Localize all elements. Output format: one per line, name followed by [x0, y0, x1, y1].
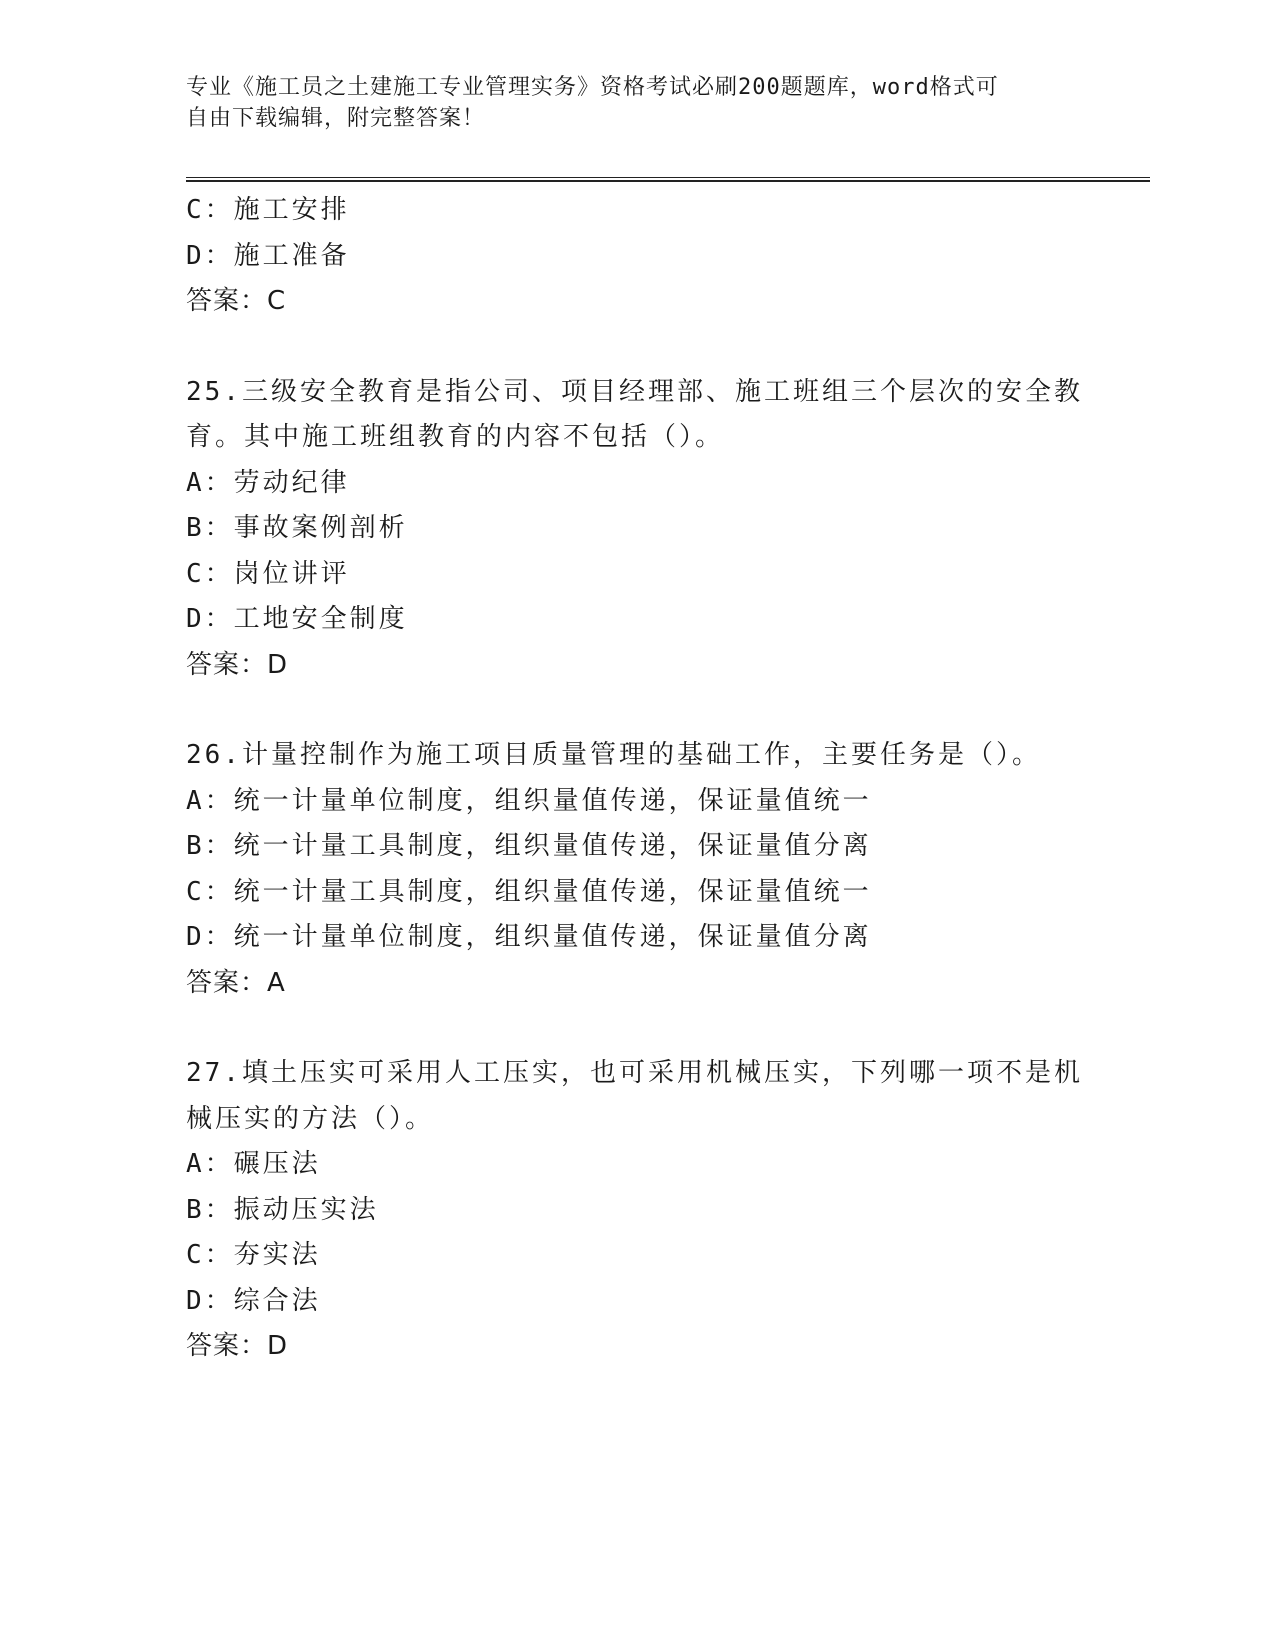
previous-question-block [186, 188, 1086, 325]
option-d: D：工地安全制度 [186, 604, 408, 634]
question-25 [186, 370, 1086, 689]
answer-line: 答案：A [186, 967, 286, 998]
question-stem: 27.填土压实可采用人工压实，也可采用机械压实，下列哪一项不是机 [186, 1058, 1083, 1088]
option-c: C：岗位讲评 [186, 558, 350, 589]
spacer [186, 1006, 1086, 1051]
question-stem-continued: 械压实的方法（）。 [186, 1103, 435, 1134]
question-stem: 26.计量控制作为施工项目质量管理的基础工作，主要任务是（）。 [186, 740, 1041, 770]
option-d: D：综合法 [186, 1285, 321, 1316]
option-c: C：施工安排 [186, 195, 350, 225]
spacer [186, 325, 1086, 370]
answer-line: 答案：D [186, 649, 289, 680]
question-26 [186, 733, 1086, 1006]
question-content [186, 188, 1086, 1370]
header-divider [186, 177, 1150, 182]
option-b: B：振动压实法 [186, 1194, 379, 1225]
header-title-line-2: 自由下载编辑，附完整答案！ [186, 106, 486, 131]
option-d: D：施工准备 [186, 240, 350, 271]
option-c: C：夯实法 [186, 1240, 321, 1270]
question-27 [186, 1051, 1086, 1370]
option-a: A：劳动纪律 [186, 467, 350, 498]
spacer [186, 688, 1086, 733]
option-c: C：统一计量工具制度，组织量值传递，保证量值统一 [186, 876, 872, 907]
option-a: A：碾压法 [186, 1149, 321, 1179]
header-title-line-1: 专业《施工员之土建施工专业管理实务》资格考试必刷200题题库，word格式可 [186, 75, 999, 100]
option-b: B：统一计量工具制度，组织量值传递，保证量值分离 [186, 831, 872, 861]
option-a: A：统一计量单位制度，组织量值传递，保证量值统一 [186, 785, 872, 816]
answer-line: 答案：D [186, 1331, 289, 1361]
option-d: D：统一计量单位制度，组织量值传递，保证量值分离 [186, 922, 872, 952]
document-header [186, 72, 1066, 134]
question-stem-continued: 育。其中施工班组教育的内容不包括（）。 [186, 422, 725, 452]
answer-line: 答案：C [186, 286, 287, 316]
option-b: B：事故案例剖析 [186, 513, 408, 543]
question-stem: 25.三级安全教育是指公司、项目经理部、施工班组三个层次的安全教 [186, 376, 1083, 407]
